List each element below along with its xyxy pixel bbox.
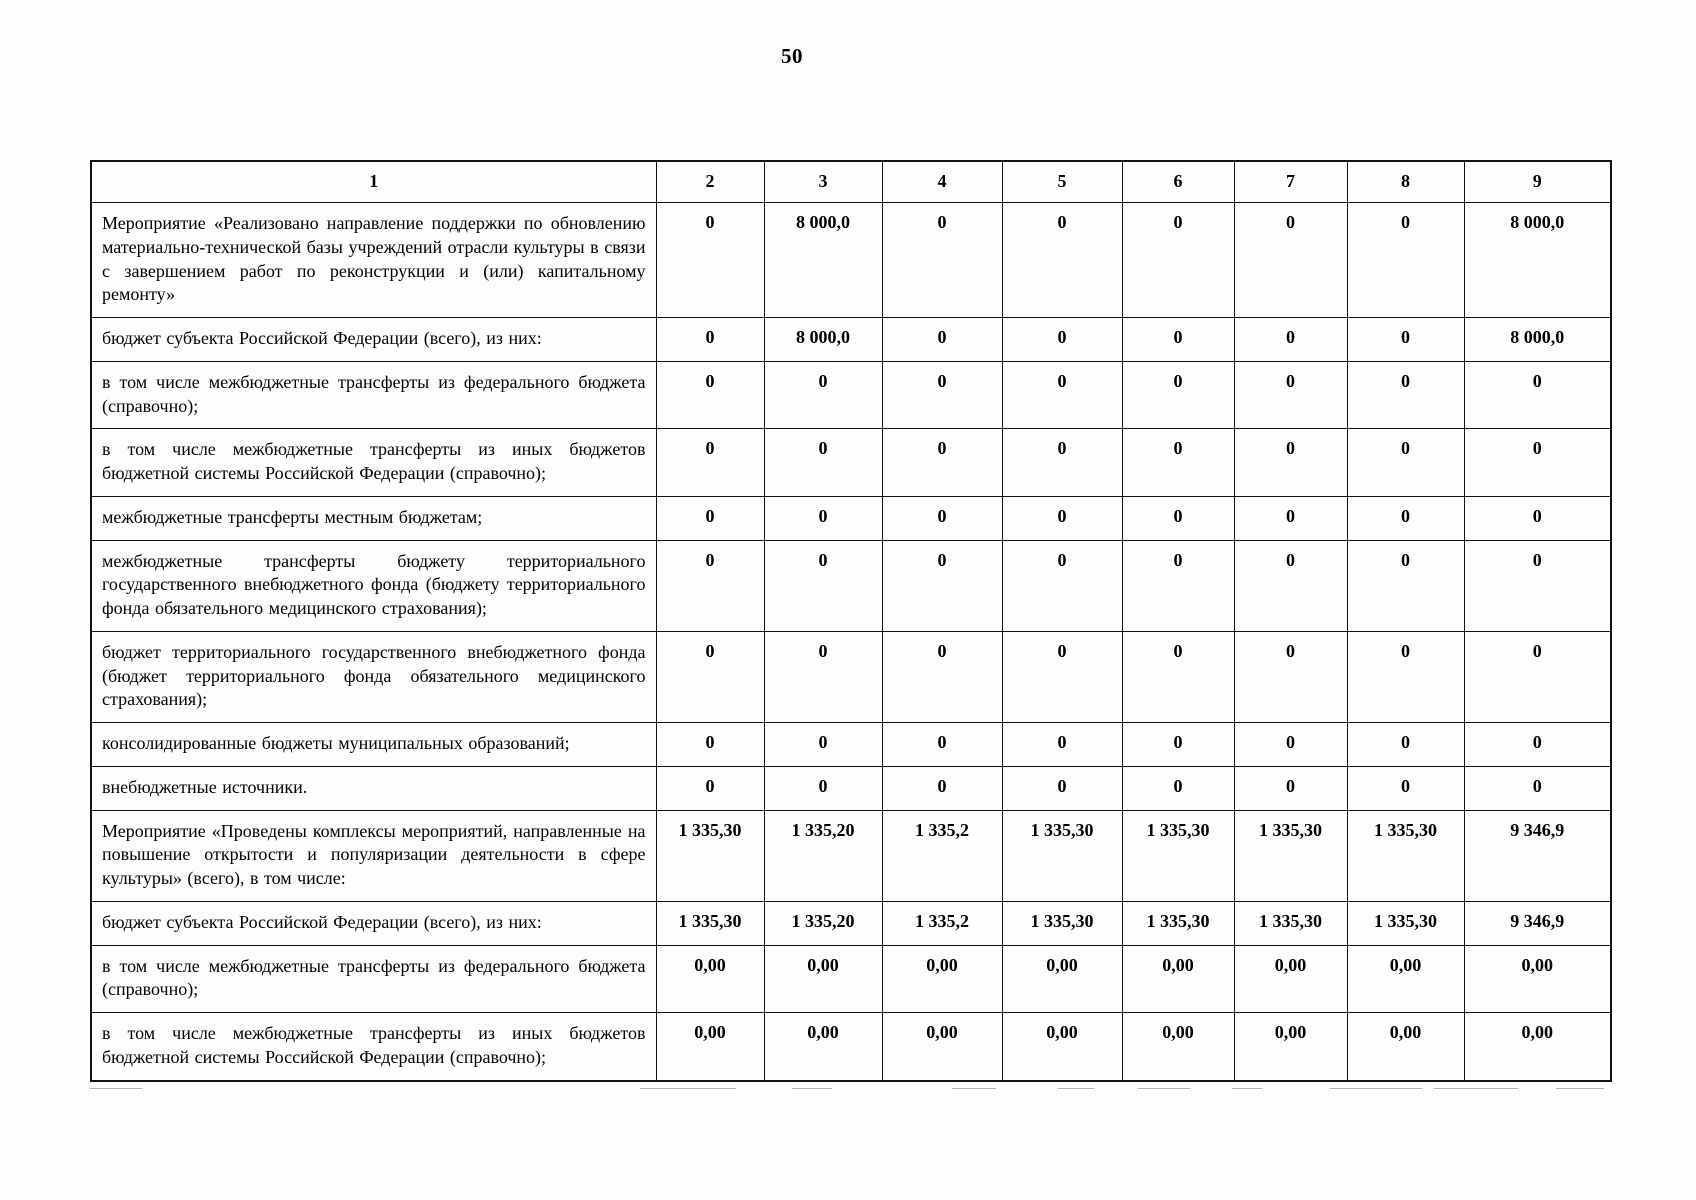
row-value: 0 [882, 723, 1002, 767]
row-label: в том числе межбюджетные трансферты из федерального бюджета (справочно); [91, 361, 656, 429]
row-value: 0 [1347, 723, 1464, 767]
row-value: 0 [1002, 429, 1122, 497]
row-value: 0 [764, 540, 882, 631]
table-row [91, 361, 1611, 429]
row-label: межбюджетные трансферты бюджету территориального государственного внебюджетного фонда (бюджету территориального фонда обязательного медицинского страхования); [91, 540, 656, 631]
table-row [91, 429, 1611, 497]
column-number: 1 [91, 161, 656, 203]
row-value: 0 [1347, 318, 1464, 362]
row-value: 0 [1347, 766, 1464, 810]
row-value: 1 335,30 [1347, 810, 1464, 901]
row-value: 0 [764, 361, 882, 429]
row-value: 8 000,0 [764, 318, 882, 362]
scan-artifact [1232, 1088, 1262, 1089]
row-value: 0,00 [1347, 945, 1464, 1013]
table-body [91, 203, 1611, 1081]
row-value: 0,00 [1002, 1013, 1122, 1081]
row-value: 0 [1122, 540, 1234, 631]
column-number: 2 [656, 161, 764, 203]
scan-artifact [90, 1088, 142, 1089]
row-value: 1 335,30 [1122, 901, 1234, 945]
row-value: 0 [1122, 723, 1234, 767]
row-value: 0 [656, 631, 764, 722]
column-number: 3 [764, 161, 882, 203]
row-value: 0 [764, 496, 882, 540]
column-number: 6 [1122, 161, 1234, 203]
row-value: 9 346,9 [1464, 901, 1611, 945]
row-value: 0 [1347, 361, 1464, 429]
row-value: 0 [764, 631, 882, 722]
row-value: 0 [656, 723, 764, 767]
column-number: 7 [1234, 161, 1347, 203]
row-value: 0 [1122, 496, 1234, 540]
scan-artifact [640, 1088, 736, 1089]
row-value: 0 [1234, 318, 1347, 362]
row-value: 1 335,2 [882, 901, 1002, 945]
row-value: 0 [1002, 766, 1122, 810]
row-value: 0 [1002, 361, 1122, 429]
row-value: 1 335,30 [656, 810, 764, 901]
row-value: 0 [882, 766, 1002, 810]
row-label: Мероприятие «Реализовано направление поддержки по обновлению материально-технической базы учреждений отрасли культуры в связи с завершением работ по реконструкции и (или) капитальному ремонту» [91, 203, 656, 318]
row-value: 1 335,20 [764, 901, 882, 945]
row-value: 0 [882, 318, 1002, 362]
row-value: 0 [882, 203, 1002, 318]
scan-artifact [1434, 1088, 1518, 1089]
row-value: 0 [882, 496, 1002, 540]
row-value: 0 [882, 361, 1002, 429]
scan-artifact [952, 1088, 996, 1089]
row-value: 1 335,30 [1234, 901, 1347, 945]
row-label: бюджет субъекта Российской Федерации (всего), из них: [91, 901, 656, 945]
column-number: 8 [1347, 161, 1464, 203]
row-value: 0 [656, 361, 764, 429]
row-value: 0 [1002, 631, 1122, 722]
table-row [91, 945, 1611, 1013]
row-value: 0,00 [1122, 945, 1234, 1013]
table-header-row [91, 161, 1611, 203]
row-value: 0 [882, 540, 1002, 631]
row-value: 0 [1234, 361, 1347, 429]
row-value: 0,00 [656, 945, 764, 1013]
row-value: 0,00 [764, 1013, 882, 1081]
row-value: 0 [1002, 496, 1122, 540]
row-value: 0,00 [656, 1013, 764, 1081]
table-row [91, 631, 1611, 722]
scan-artifact [1556, 1088, 1604, 1089]
row-label: в том числе межбюджетные трансферты из иных бюджетов бюджетной системы Российской Федерации (справочно); [91, 429, 656, 497]
row-value: 0,00 [1464, 1013, 1611, 1081]
row-value: 0 [656, 318, 764, 362]
table-row [91, 540, 1611, 631]
row-value: 0 [1464, 429, 1611, 497]
row-value: 0 [1464, 631, 1611, 722]
row-value: 9 346,9 [1464, 810, 1611, 901]
row-value: 0 [1234, 429, 1347, 497]
row-value: 0 [1002, 203, 1122, 318]
row-value: 0 [1234, 766, 1347, 810]
row-value: 0 [1464, 766, 1611, 810]
table-row [91, 1013, 1611, 1081]
row-value: 0 [1234, 723, 1347, 767]
column-number: 9 [1464, 161, 1611, 203]
row-value: 0 [1347, 540, 1464, 631]
row-value: 0 [656, 203, 764, 318]
row-value: 0 [1002, 318, 1122, 362]
table-row [91, 318, 1611, 362]
row-value: 8 000,0 [764, 203, 882, 318]
row-value: 0 [656, 496, 764, 540]
column-number: 4 [882, 161, 1002, 203]
row-value: 0,00 [1234, 945, 1347, 1013]
table-row [91, 901, 1611, 945]
row-label: консолидированные бюджеты муниципальных образований; [91, 723, 656, 767]
row-value: 0 [1002, 723, 1122, 767]
row-value: 0,00 [1122, 1013, 1234, 1081]
row-value: 0,00 [1464, 945, 1611, 1013]
row-value: 0 [1234, 631, 1347, 722]
row-label: бюджет субъекта Российской Федерации (всего), из них: [91, 318, 656, 362]
row-label: бюджет территориального государственного внебюджетного фонда (бюджет территориального фонда обязательного медицинского страхования); [91, 631, 656, 722]
row-value: 1 335,2 [882, 810, 1002, 901]
scan-artifact [1138, 1088, 1190, 1089]
scan-artifact [1330, 1088, 1422, 1089]
budget-table-container [90, 160, 1610, 1082]
row-value: 0 [764, 766, 882, 810]
row-value: 0 [656, 429, 764, 497]
row-value: 0,00 [1234, 1013, 1347, 1081]
row-value: 0,00 [1347, 1013, 1464, 1081]
row-value: 0 [1347, 429, 1464, 497]
row-value: 1 335,30 [1002, 810, 1122, 901]
row-value: 0 [1002, 540, 1122, 631]
row-value: 0 [1347, 496, 1464, 540]
row-value: 1 335,30 [1122, 810, 1234, 901]
row-value: 0 [1122, 429, 1234, 497]
table-row [91, 810, 1611, 901]
row-value: 0 [764, 429, 882, 497]
row-value: 0 [1464, 540, 1611, 631]
row-value: 1 335,20 [764, 810, 882, 901]
row-value: 0 [1464, 723, 1611, 767]
table-row [91, 723, 1611, 767]
row-value: 0 [1122, 203, 1234, 318]
row-value: 0 [1234, 203, 1347, 318]
scan-artifacts [0, 1086, 1696, 1092]
scan-artifact [792, 1088, 832, 1089]
row-value: 0 [882, 429, 1002, 497]
row-value: 0 [1122, 318, 1234, 362]
row-value: 0 [1122, 766, 1234, 810]
row-value: 0 [764, 723, 882, 767]
page-number: 50 [781, 44, 803, 68]
budget-table [90, 160, 1612, 1082]
table-row [91, 203, 1611, 318]
row-label: Мероприятие «Проведены комплексы мероприятий, направленные на повышение открытости и популяризации деятельности в сфере культуры» (всего), в том числе: [91, 810, 656, 901]
row-label: межбюджетные трансферты местным бюджетам; [91, 496, 656, 540]
row-value: 0 [1234, 540, 1347, 631]
row-value: 0 [882, 631, 1002, 722]
row-value: 0 [1347, 631, 1464, 722]
column-number: 5 [1002, 161, 1122, 203]
table-row [91, 766, 1611, 810]
row-value: 1 335,30 [1234, 810, 1347, 901]
row-value: 0 [1234, 496, 1347, 540]
row-value: 8 000,0 [1464, 203, 1611, 318]
row-value: 0 [656, 766, 764, 810]
row-value: 1 335,30 [1347, 901, 1464, 945]
row-value: 1 335,30 [1002, 901, 1122, 945]
row-value: 0,00 [1002, 945, 1122, 1013]
row-value: 1 335,30 [656, 901, 764, 945]
row-value: 0 [1347, 203, 1464, 318]
row-value: 0,00 [882, 1013, 1002, 1081]
row-value: 8 000,0 [1464, 318, 1611, 362]
row-value: 0 [1464, 496, 1611, 540]
row-label: в том числе межбюджетные трансферты из федерального бюджета (справочно); [91, 945, 656, 1013]
row-label: внебюджетные источники. [91, 766, 656, 810]
scan-artifact [1058, 1088, 1094, 1089]
row-value: 0 [656, 540, 764, 631]
row-value: 0,00 [764, 945, 882, 1013]
row-value: 0 [1122, 631, 1234, 722]
row-value: 0,00 [882, 945, 1002, 1013]
row-value: 0 [1464, 361, 1611, 429]
table-row [91, 496, 1611, 540]
row-value: 0 [1122, 361, 1234, 429]
row-label: в том числе межбюджетные трансферты из иных бюджетов бюджетной системы Российской Федерации (справочно); [91, 1013, 656, 1081]
